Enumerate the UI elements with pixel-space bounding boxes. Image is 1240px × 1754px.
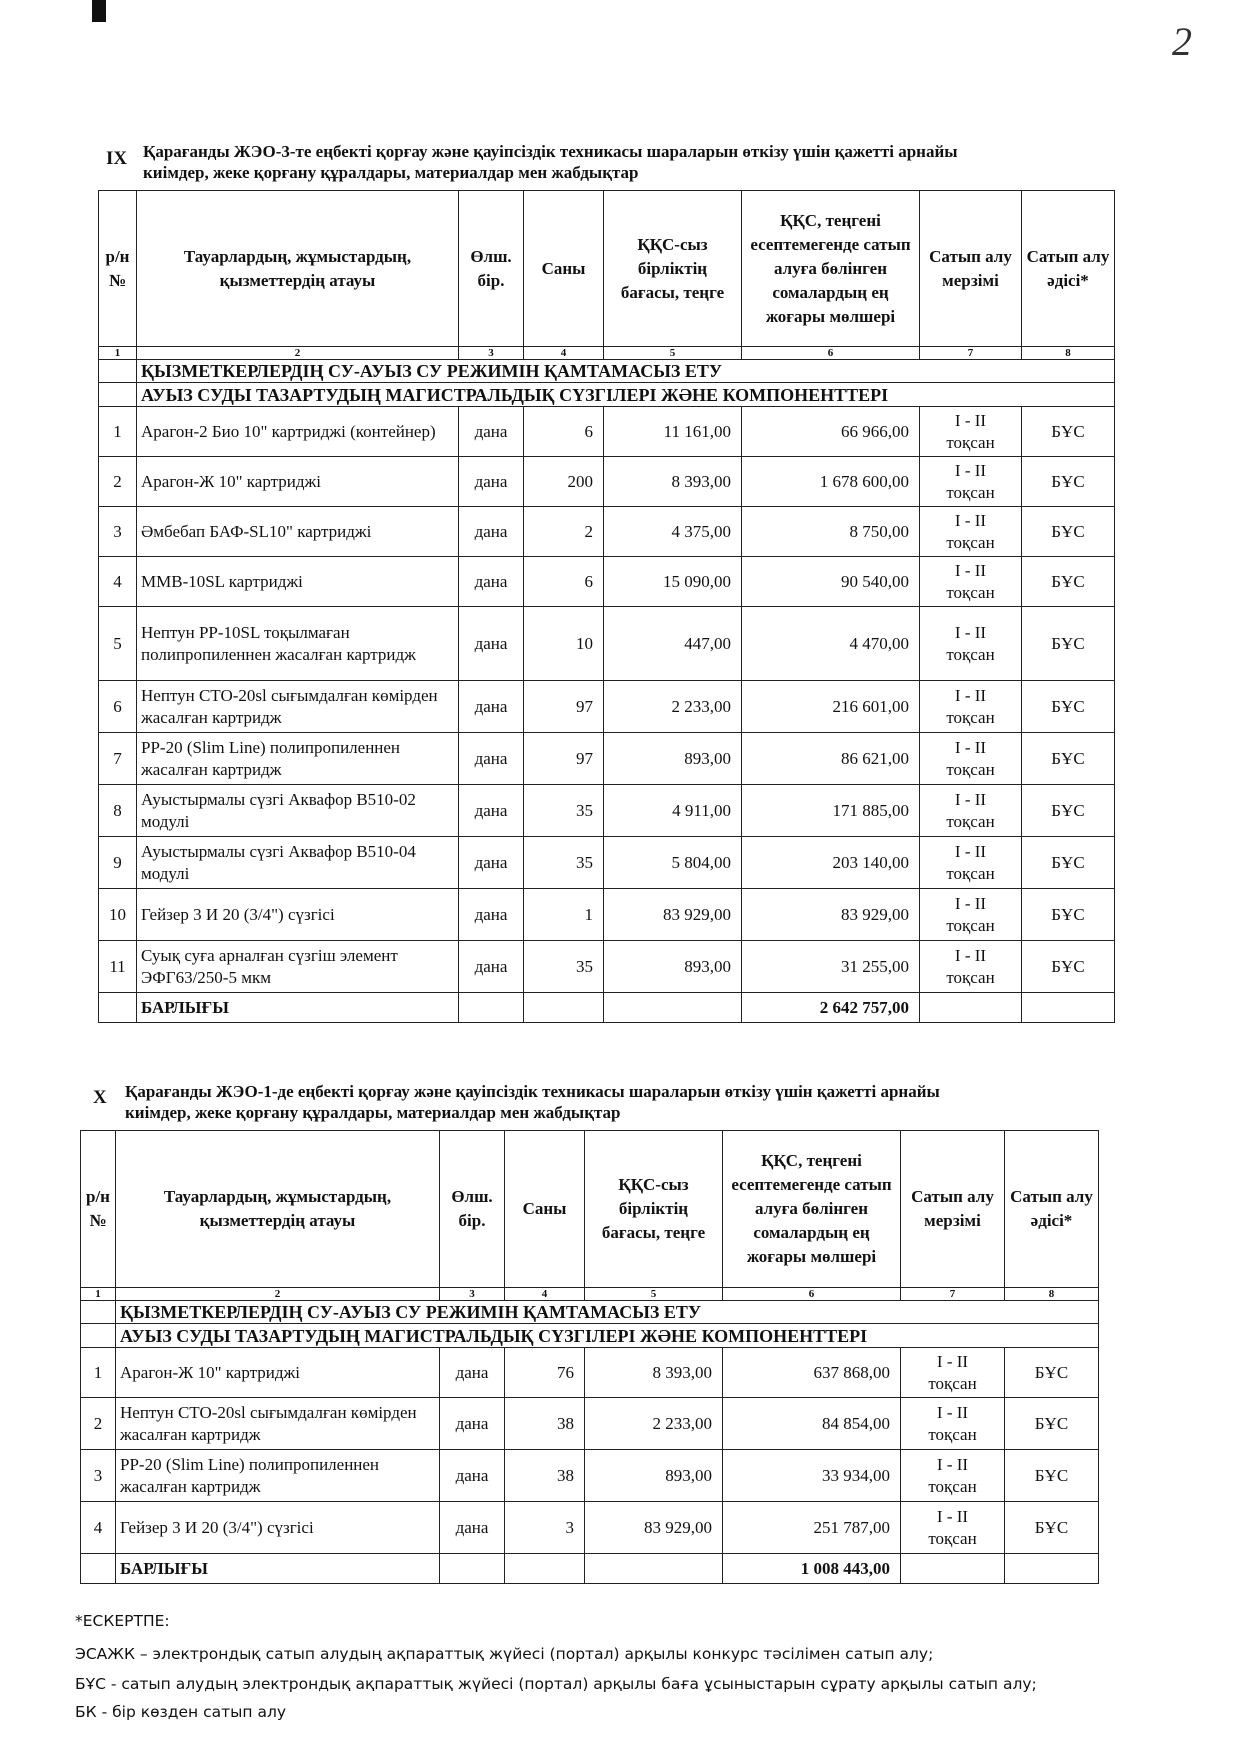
- item-term-period: I - II: [954, 841, 987, 861]
- item-qty: 6: [524, 407, 604, 457]
- colnum: 5: [604, 347, 742, 360]
- item-method: БҰС: [1022, 457, 1115, 507]
- item-unit: дана: [459, 889, 524, 941]
- item-sum: 1 678 600,00: [742, 457, 920, 507]
- item-price: 8 393,00: [585, 1348, 723, 1398]
- colnum: 2: [116, 1288, 440, 1301]
- col-header-name: Тауарлардың, жұмыстардың, қызметтердің атауы: [137, 191, 459, 347]
- section-x-table: [80, 1130, 1099, 1584]
- table-row: [99, 941, 1115, 993]
- item-unit: дана: [459, 407, 524, 457]
- colnum: 6: [723, 1288, 901, 1301]
- row-number: 2: [81, 1398, 116, 1450]
- item-name: РР-20 (Slim Line) полипропиленнен жасалған картридж: [137, 733, 459, 785]
- section-ix-rows: [99, 407, 1115, 993]
- item-name: Гейзер 3 И 20 (3/4") сүзгісі: [116, 1502, 440, 1554]
- item-method: БҰС: [1022, 557, 1115, 607]
- col-header-number: р/н №: [81, 1131, 116, 1288]
- item-term-unit: тоқсан: [946, 811, 995, 831]
- item-unit: дана: [459, 837, 524, 889]
- item-term: [901, 1398, 1005, 1450]
- item-term: [920, 681, 1022, 733]
- section-x-rows: [81, 1348, 1099, 1554]
- item-term-period: I - II: [936, 1351, 969, 1371]
- item-unit: дана: [459, 457, 524, 507]
- column-number-row: [99, 347, 1115, 360]
- item-method: БҰС: [1005, 1398, 1099, 1450]
- item-qty: 76: [505, 1348, 585, 1398]
- item-term-period: I - II: [954, 460, 987, 480]
- item-term: [920, 507, 1022, 557]
- table-row: [99, 507, 1115, 557]
- colnum: 7: [901, 1288, 1005, 1301]
- col-header-price: ҚҚС-сыз бірліктің бағасы, теңге: [585, 1131, 723, 1288]
- item-sum: 86 621,00: [742, 733, 920, 785]
- colnum: 6: [742, 347, 920, 360]
- item-term-period: I - II: [954, 685, 987, 705]
- item-price: 8 393,00: [604, 457, 742, 507]
- row-number: 10: [99, 889, 137, 941]
- row-number: 7: [99, 733, 137, 785]
- item-term: [920, 785, 1022, 837]
- item-method: БҰС: [1005, 1348, 1099, 1398]
- row-number: 11: [99, 941, 137, 993]
- section-ix-table: [98, 190, 1115, 1023]
- row-number: 1: [99, 407, 137, 457]
- col-header-term: Сатып алу мерзімі: [920, 191, 1022, 347]
- item-term: [920, 607, 1022, 681]
- item-name: Әмбебап БАФ-SL10" картриджі: [137, 507, 459, 557]
- table-row: [99, 733, 1115, 785]
- item-qty: 10: [524, 607, 604, 681]
- item-method: БҰС: [1022, 407, 1115, 457]
- item-name: ММВ-10SL картриджі: [137, 557, 459, 607]
- item-unit: дана: [459, 733, 524, 785]
- item-term: [920, 889, 1022, 941]
- col-header-unit: Өлш. бір.: [440, 1131, 505, 1288]
- item-unit: дана: [459, 785, 524, 837]
- item-unit: дана: [459, 507, 524, 557]
- item-term-period: I - II: [954, 560, 987, 580]
- item-term-period: I - II: [936, 1506, 969, 1526]
- colnum: 1: [81, 1288, 116, 1301]
- col-header-term: Сатып алу мерзімі: [901, 1131, 1005, 1288]
- item-term: [901, 1450, 1005, 1502]
- group-row: [81, 1301, 1099, 1324]
- item-unit: дана: [459, 681, 524, 733]
- item-price: 15 090,00: [604, 557, 742, 607]
- item-term-unit: тоқсан: [928, 1424, 977, 1444]
- item-term-unit: тоқсан: [928, 1528, 977, 1548]
- total-row: [81, 1554, 1099, 1584]
- table-row: [81, 1450, 1099, 1502]
- item-qty: 97: [524, 733, 604, 785]
- colnum: 5: [585, 1288, 723, 1301]
- item-method: БҰС: [1022, 507, 1115, 557]
- item-sum: 251 787,00: [723, 1502, 901, 1554]
- colnum: 3: [440, 1288, 505, 1301]
- item-method: БҰС: [1022, 681, 1115, 733]
- item-term-period: I - II: [954, 893, 987, 913]
- item-sum: 90 540,00: [742, 557, 920, 607]
- row-number: 5: [99, 607, 137, 681]
- item-qty: 1: [524, 889, 604, 941]
- page-number: 2: [1172, 19, 1192, 64]
- item-qty: 35: [524, 837, 604, 889]
- group-row: [99, 360, 1115, 383]
- row-number: 3: [99, 507, 137, 557]
- col-header-name: Тауарлардың, жұмыстардың, қызметтердің атауы: [116, 1131, 440, 1288]
- item-qty: 35: [524, 941, 604, 993]
- item-sum: 8 750,00: [742, 507, 920, 557]
- item-term-unit: тоқсан: [946, 582, 995, 602]
- item-name: Ауыстырмалы сүзгі Аквафор В510-04 модулі: [137, 837, 459, 889]
- col-header-number: р/н №: [99, 191, 137, 347]
- item-price: 83 929,00: [585, 1502, 723, 1554]
- subgroup-row: [99, 383, 1115, 407]
- item-term: [920, 941, 1022, 993]
- item-method: БҰС: [1022, 837, 1115, 889]
- col-header-method: Сатып алу әдісі*: [1005, 1131, 1099, 1288]
- table-row: [81, 1398, 1099, 1450]
- item-term-period: I - II: [954, 945, 987, 965]
- table-row: [81, 1348, 1099, 1398]
- item-unit: дана: [440, 1398, 505, 1450]
- total-label: БАРЛЫҒЫ: [116, 1554, 440, 1584]
- col-header-sum: ҚҚС, теңгені есептемегенде сатып алуға бөлінген сомалардың ең жоғары мөлшері: [723, 1131, 901, 1288]
- item-method: БҰС: [1022, 941, 1115, 993]
- item-term-unit: тоқсан: [946, 707, 995, 727]
- item-name: Нептун СТО-20sl сығымдалған көмірден жасалған картридж: [137, 681, 459, 733]
- item-name: Арагон-Ж 10" картриджі: [116, 1348, 440, 1398]
- item-term-period: I - II: [936, 1402, 969, 1422]
- item-method: БҰС: [1005, 1450, 1099, 1502]
- row-number: 4: [99, 557, 137, 607]
- row-number: 9: [99, 837, 137, 889]
- item-qty: 35: [524, 785, 604, 837]
- item-price: 11 161,00: [604, 407, 742, 457]
- item-price: 83 929,00: [604, 889, 742, 941]
- item-term-unit: тоқсан: [946, 915, 995, 935]
- table-row: [99, 681, 1115, 733]
- col-header-qty: Саны: [505, 1131, 585, 1288]
- item-price: 4 375,00: [604, 507, 742, 557]
- item-sum: 83 929,00: [742, 889, 920, 941]
- table-header-row: [99, 191, 1115, 347]
- item-qty: 200: [524, 457, 604, 507]
- group-title: ҚЫЗМЕТКЕРЛЕРДІҢ СУ-АУЫЗ СУ РЕЖИМІН ҚАМТАМАСЫЗ ЕТУ: [137, 360, 1115, 383]
- item-qty: 38: [505, 1398, 585, 1450]
- item-qty: 97: [524, 681, 604, 733]
- item-term-unit: тоқсан: [946, 967, 995, 987]
- item-price: 2 233,00: [585, 1398, 723, 1450]
- item-term-unit: тоқсан: [928, 1373, 977, 1393]
- item-method: БҰС: [1022, 733, 1115, 785]
- item-name: Арагон-2 Био 10" картриджі (контейнер): [137, 407, 459, 457]
- colnum: 8: [1005, 1288, 1099, 1301]
- item-term-unit: тоқсан: [946, 644, 995, 664]
- scan-corner-mark: [92, 0, 106, 22]
- item-price: 5 804,00: [604, 837, 742, 889]
- item-method: БҰС: [1022, 607, 1115, 681]
- item-term-period: I - II: [954, 789, 987, 809]
- item-term-period: I - II: [954, 410, 987, 430]
- item-price: 447,00: [604, 607, 742, 681]
- col-header-unit: Өлш. бір.: [459, 191, 524, 347]
- col-header-method: Сатып алу әдісі*: [1022, 191, 1115, 347]
- item-method: БҰС: [1005, 1502, 1099, 1554]
- table-row: [99, 889, 1115, 941]
- item-unit: дана: [459, 941, 524, 993]
- item-term-unit: тоқсан: [928, 1476, 977, 1496]
- total-label: БАРЛЫҒЫ: [137, 993, 459, 1023]
- item-term: [901, 1502, 1005, 1554]
- col-header-qty: Саны: [524, 191, 604, 347]
- item-term: [920, 733, 1022, 785]
- item-method: БҰС: [1022, 785, 1115, 837]
- note-line-3: БК - бір көзден сатып алу: [75, 1703, 287, 1721]
- table-row: [99, 457, 1115, 507]
- item-unit: дана: [440, 1450, 505, 1502]
- col-header-price: ҚҚС-сыз бірліктің бағасы, теңге: [604, 191, 742, 347]
- item-unit: дана: [440, 1348, 505, 1398]
- colnum: 7: [920, 347, 1022, 360]
- total-value: 1 008 443,00: [723, 1554, 901, 1584]
- item-name: РР-20 (Slim Line) полипропиленнен жасалған картридж: [116, 1450, 440, 1502]
- item-qty: 38: [505, 1450, 585, 1502]
- colnum: 4: [505, 1288, 585, 1301]
- table-header-row: [81, 1131, 1099, 1288]
- colnum: 2: [137, 347, 459, 360]
- group-title: ҚЫЗМЕТКЕРЛЕРДІҢ СУ-АУЫЗ СУ РЕЖИМІН ҚАМТАМАСЫЗ ЕТУ: [116, 1301, 1099, 1324]
- total-value: 2 642 757,00: [742, 993, 920, 1023]
- item-term: [920, 407, 1022, 457]
- section-x-number: X: [93, 1087, 107, 1108]
- item-term-unit: тоқсан: [946, 759, 995, 779]
- item-price: 893,00: [604, 941, 742, 993]
- item-price: 2 233,00: [604, 681, 742, 733]
- table-row: [99, 557, 1115, 607]
- section-x-heading-line1: Қарағанды ЖЭО-1-де еңбекті қорғау және қауіпсіздік техникасы шараларын өткізу үшін қажетті арнайы: [125, 1082, 940, 1101]
- item-sum: 84 854,00: [723, 1398, 901, 1450]
- table-row: [99, 607, 1115, 681]
- item-sum: 33 934,00: [723, 1450, 901, 1502]
- colnum: 8: [1022, 347, 1115, 360]
- item-unit: дана: [440, 1502, 505, 1554]
- item-term-unit: тоқсан: [946, 432, 995, 452]
- row-number: 2: [99, 457, 137, 507]
- item-term-period: I - II: [954, 510, 987, 530]
- item-sum: 637 868,00: [723, 1348, 901, 1398]
- item-term-unit: тоқсан: [946, 863, 995, 883]
- item-term-period: I - II: [936, 1454, 969, 1474]
- row-number: 1: [81, 1348, 116, 1398]
- colnum: 3: [459, 347, 524, 360]
- section-ix-heading: [143, 141, 1143, 183]
- section-x-heading: [125, 1081, 1125, 1123]
- item-price: 4 911,00: [604, 785, 742, 837]
- table-row: [81, 1502, 1099, 1554]
- colnum: 4: [524, 347, 604, 360]
- item-term: [920, 837, 1022, 889]
- item-price: 893,00: [585, 1450, 723, 1502]
- row-number: 4: [81, 1502, 116, 1554]
- item-term-period: I - II: [954, 622, 987, 642]
- row-number: 3: [81, 1450, 116, 1502]
- item-price: 893,00: [604, 733, 742, 785]
- item-sum: 203 140,00: [742, 837, 920, 889]
- item-sum: 66 966,00: [742, 407, 920, 457]
- item-name: Нептун РР-10SL тоқылмаған полипропиленнен жасалған картридж: [137, 607, 459, 681]
- item-sum: 171 885,00: [742, 785, 920, 837]
- table-row: [99, 785, 1115, 837]
- table-row: [99, 837, 1115, 889]
- item-name: Гейзер 3 И 20 (3/4") сүзгісі: [137, 889, 459, 941]
- item-unit: дана: [459, 607, 524, 681]
- row-number: 6: [99, 681, 137, 733]
- section-ix-number: IX: [106, 148, 128, 169]
- note-line-2: БҰС - сатып алудың электрондық ақпараттық жүйесі (портал) арқылы баға ұсыныстарын сұрату арқылы сатып алу;: [75, 1675, 1037, 1693]
- section-ix-heading-line1: Қарағанды ЖЭО-3-те еңбекті қорғау және қауіпсіздік техникасы шараларын өткізу үшін қажетті арнайы: [143, 142, 958, 161]
- row-number: 8: [99, 785, 137, 837]
- item-term: [920, 557, 1022, 607]
- col-header-sum: ҚҚС, теңгені есептемегенде сатып алуға бөлінген сомалардың ең жоғары мөлшері: [742, 191, 920, 347]
- item-name: Нептун СТО-20sl сығымдалған көмірден жасалған картридж: [116, 1398, 440, 1450]
- item-name: Арагон-Ж 10" картриджі: [137, 457, 459, 507]
- section-ix-heading-line2: киімдер, жеке қорғану құралдары, материалдар мен жабдықтар: [143, 163, 639, 182]
- item-term-period: I - II: [954, 737, 987, 757]
- table-row: [99, 407, 1115, 457]
- item-name: Ауыстырмалы сүзгі Аквафор В510-02 модулі: [137, 785, 459, 837]
- column-number-row: [81, 1288, 1099, 1301]
- item-sum: 31 255,00: [742, 941, 920, 993]
- item-qty: 3: [505, 1502, 585, 1554]
- item-unit: дана: [459, 557, 524, 607]
- subgroup-row: [81, 1324, 1099, 1348]
- item-sum: 216 601,00: [742, 681, 920, 733]
- item-qty: 6: [524, 557, 604, 607]
- subgroup-title: АУЫЗ СУДЫ ТАЗАРТУДЫҢ МАГИСТРАЛЬДЫҚ СҮЗГІЛЕРІ ЖӘНЕ КОМПОНЕНТТЕРІ: [116, 1324, 1099, 1348]
- item-sum: 4 470,00: [742, 607, 920, 681]
- item-qty: 2: [524, 507, 604, 557]
- item-term: [920, 457, 1022, 507]
- colnum: 1: [99, 347, 137, 360]
- item-method: БҰС: [1022, 889, 1115, 941]
- note-title: *ЕСКЕРТПЕ:: [75, 1612, 170, 1630]
- item-term-unit: тоқсан: [946, 532, 995, 552]
- item-term: [901, 1348, 1005, 1398]
- subgroup-title: АУЫЗ СУДЫ ТАЗАРТУДЫҢ МАГИСТРАЛЬДЫҚ СҮЗГІЛЕРІ ЖӘНЕ КОМПОНЕНТТЕРІ: [137, 383, 1115, 407]
- note-line-1: ЭСАЖК – электрондық сатып алудың ақпараттық жүйесі (портал) арқылы конкурс тәсілімен сатып алу;: [75, 1645, 934, 1663]
- item-name: Суық суға арналған сүзгіш элемент ЭФГ63/250-5 мкм: [137, 941, 459, 993]
- item-term-unit: тоқсан: [946, 482, 995, 502]
- section-x-heading-line2: киімдер, жеке қорғану құралдары, материалдар мен жабдықтар: [125, 1103, 621, 1122]
- total-row: [99, 993, 1115, 1023]
